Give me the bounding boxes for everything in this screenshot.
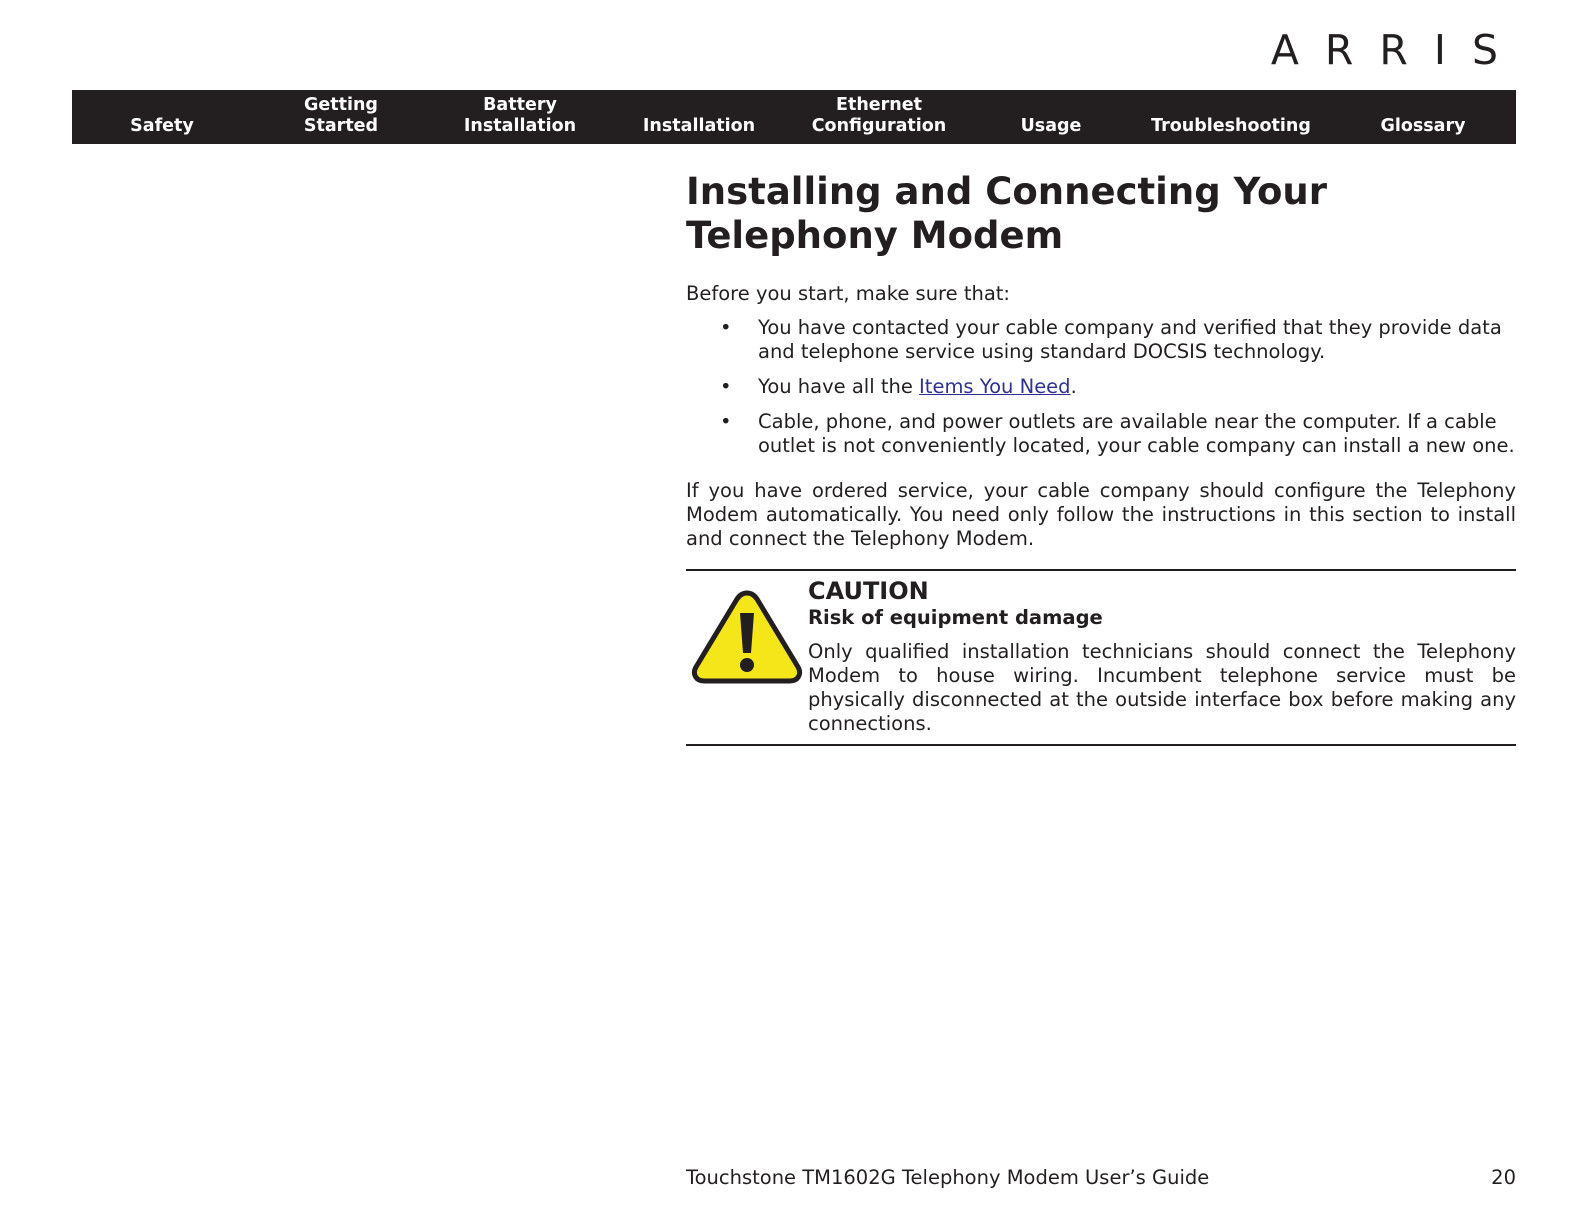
nav-tab-safety[interactable] xyxy=(72,90,252,144)
bullet-icon: • xyxy=(720,410,732,433)
bullet-icon: • xyxy=(720,375,732,398)
bullet-icon: • xyxy=(720,316,732,339)
nav-tab-label: Glossary xyxy=(1380,116,1466,136)
nav-tab-installation[interactable] xyxy=(610,90,788,144)
nav-tab-label: Ethernet Configuration xyxy=(811,95,947,136)
intro-text: Before you start, make sure that: xyxy=(686,282,1011,305)
nav-tab-getting-started[interactable] xyxy=(252,90,430,144)
footer-document-title: Touchstone TM1602G Telephony Modem User’s Guide xyxy=(686,1166,1210,1189)
arris-logo: ARRIS xyxy=(1270,26,1524,74)
page-number: 20 xyxy=(1491,1166,1516,1189)
caution-box xyxy=(686,569,1516,746)
list-item-text-prefix: You have all the xyxy=(758,375,920,398)
nav-tab-troubleshooting[interactable] xyxy=(1132,90,1330,144)
caution-title: CAUTION xyxy=(808,577,929,605)
main-content xyxy=(686,170,1516,746)
nav-tab-glossary[interactable] xyxy=(1330,90,1516,144)
nav-tab-label: Battery Installation xyxy=(463,95,577,136)
list-item-text: Cable, phone, and power outlets are available near the computer. If a cable outlet is not conveniently located, your cable company can install a new one. xyxy=(758,410,1515,457)
items-you-need-link[interactable]: Items You Need xyxy=(919,375,1071,398)
nav-tab-label: Getting Started xyxy=(303,95,379,136)
nav-tab-usage[interactable] xyxy=(970,90,1132,144)
nav-tab-ethernet-configuration[interactable] xyxy=(788,90,970,144)
nav-tab-label: Safety xyxy=(130,116,194,136)
nav-tab-battery-installation[interactable] xyxy=(430,90,610,144)
caution-body: Only qualified installation technicians should connect the Telephony Modem to house wiring. Incumbent telephone service must be physically disconnected at the outside interface box before making any connections. xyxy=(808,640,1516,735)
list-item xyxy=(686,375,1516,399)
service-paragraph: If you have ordered service, your cable company should configure the Telephony Modem automatically. You need only follow the instructions in this section to install and connect the Telephony Modem. xyxy=(686,479,1516,550)
list-item xyxy=(686,410,1516,458)
list-item-text-suffix: . xyxy=(1070,375,1077,398)
top-navigation-bar xyxy=(72,90,1516,144)
page-title: Installing and Connecting Your Telephony Modem xyxy=(686,170,1327,257)
prerequisite-list xyxy=(686,316,1516,458)
caution-subtitle: Risk of equipment damage xyxy=(808,606,1103,629)
list-item xyxy=(686,316,1516,364)
nav-tab-label: Troubleshooting xyxy=(1151,116,1311,136)
nav-tab-label: Installation xyxy=(642,116,756,136)
warning-triangle-icon xyxy=(690,587,804,687)
list-item-text: You have contacted your cable company and verified that they provide data and telephone service using standard DOCSIS technology. xyxy=(758,316,1502,363)
nav-tab-label: Usage xyxy=(1020,116,1082,136)
